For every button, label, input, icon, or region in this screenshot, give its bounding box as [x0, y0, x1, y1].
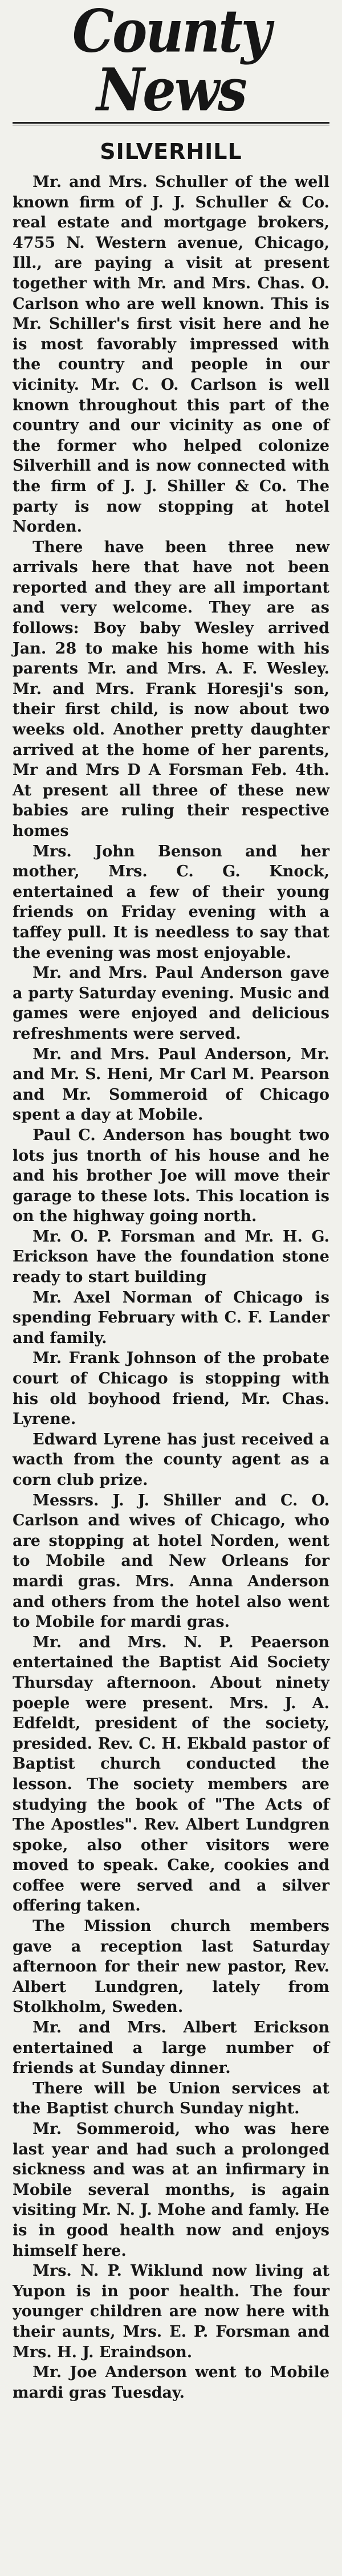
paragraph: Mr. Sommeroid, who was here last year and had such a prolonged sickness and was at an infirmary in Mobile several months, is again visiting Mr. N. J. Mohe and famly. He is in good health now and enjoys himself here. [13, 2120, 329, 2260]
paragraph: Mrs. N. P. Wiklund now living at Yupon is in poor health. The four younger children are now here with their aunts, Mrs. E. P. Forsman and Mrs. H. J. Eraindson. [13, 2262, 329, 2361]
paragraph: Mrs. John Benson and her mother, Mrs. C. G. Knock, entertained a few of their young friends on Friday evening with a taffey pull. It is needless to say that the evening was most enjoyable. [13, 842, 329, 962]
paragraph: Mr. Joe Anderson went to Mobile mardi gras Tuesday. [13, 2363, 329, 2402]
paragraph: Mr. and Mrs. Albert Erickson entertained a large number of friends at Sunday dinner. [13, 2019, 329, 2077]
paragraph: The Mission church members gave a reception last Saturday afternoon for their new pastor, Rev. Albert Lundgren, lately from Stolkholm, Sweden. [13, 1917, 329, 2016]
paragraph: Mr. and Mrs. Schuller of the well known firm of J. J. Schuller & Co. real estate and mortgage brokers, 4755 N. Western avenue, Chicago, Ill., are paying a visit at present together with Mr. and Mrs. Chas. O. Carlson who are well known. This is Mr. Schiller's first visit here and he is most favorably impressed with the country and people in our vicinity. Mr. C. O. Carlson is well known throughout this part of the country and our vicinity as one of the former who helped colonize Silverhill and is now connected with the firm of J. J. Shiller & Co. The party is now stopping at hotel Norden. [13, 173, 329, 536]
paragraph: Mr. and Mrs. N. P. Peaerson entertained the Baptist Aid Society Thursday afternoon. About ninety poeple were present. Mrs. J. A. Edfeldt, president of the society, presided. Rev. C. H. Ekbald pastor of Baptist church conducted the lesson. The society members are studying the book of "The Acts of The Apostles". Rev. Albert Lundgren spoke, also other visitors were moved to speak. Cake, cookies and coffee were served and a silver offering taken. [13, 1633, 329, 1915]
paragraph: Messrs. J. J. Shiller and C. O. Carlson and wives of Chicago, who are stopping at hotel Norden, went to Mobile and New Orleans for mardi gras. Mrs. Anna Anderson and others from the hotel also went to Mobile for mardi gras. [13, 1491, 329, 1631]
paragraph: Mr. Frank Johnson of the probate court of Chicago is stopping with his old boyhood friend, Mr. Chas. Lyrene. [13, 1349, 329, 1428]
paragraph: Mr. Axel Norman of Chicago is spending February with C. F. Lander and family. [13, 1288, 329, 1347]
paragraph: There will be Union services at the Baptist church Sunday night. [13, 2079, 329, 2118]
paragraph: Mr. O. P. Forsman and Mr. H. G. Erickson have the foundation stone ready to start building [13, 1227, 329, 1287]
paragraph: Edward Lyrene has just received a wacth from the county agent as a corn club prize. [13, 1430, 329, 1489]
paragraph: Mr. and Mrs. Paul Anderson, Mr. and Mr. S. Heni, Mr Carl M. Pearson and Mr. Sommeroid of Chicago spent a day at Mobile. [13, 1045, 329, 1124]
section-heading: SILVERHILL [100, 139, 242, 164]
paragraph: Mr. and Mrs. Paul Anderson gave a party Saturday evening. Music and games were enjoyed and delicious refreshments were served. [13, 964, 329, 1043]
paragraph: Paul C. Anderson has bought two lots jus tnorth of his house and he and his brother Joe will move their garage to these lots. This location is on the highway going north. [13, 1126, 329, 1226]
masthead-title: County News [72, 0, 270, 124]
article-body [13, 172, 329, 2403]
masthead [13, 0, 329, 124]
paragraph: There have been three new arrivals here that have not been reported and they are all important and very welcome. They are as follows: Boy baby Wesley arrived Jan. 28 to make his home with his parents Mr. and Mrs. A. F. Wesley. Mr. and Mrs. Frank Horesji's son, their first child, is now about two weeks old. Another pretty daughter arrived at the home of her parents, Mr and Mrs D A Forsman Feb. 4th. At present all three of these new babies are ruling their respective homes [13, 538, 329, 840]
